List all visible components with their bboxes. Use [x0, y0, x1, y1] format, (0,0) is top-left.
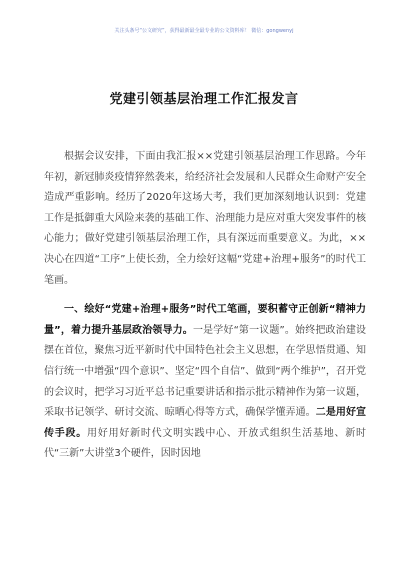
document-title: 党建引领基层治理工作汇报发言	[109, 92, 299, 107]
section-text-continued: 用好用好新时代文明实践中心、开放式组织生活基地、新时代“三新”大讲堂3个硬件，因时因地	[44, 427, 367, 460]
section-subheading: 二是用好宣传手段。	[44, 407, 367, 439]
header-note: 关注头条号“公文研究”，获得最新最全最专业的公文资料库！ 微信：gongwenyj	[114, 28, 294, 34]
section-text: 一是学好“第一议题”。始终把政治建设摆在首位，聚焦习近平新时代中国特色社会主义思想，在学思悟贯通、知信行统一中增强“四个意识”、坚定“四个自信”、做到“两个维护”，召开党的会议时，把学习习近平总书记重要讲话和指示批示精神作为第一议题，采取书记领学、研讨交流、晾晒心得等方式，确保学懂弄通。	[44, 324, 366, 419]
document-body	[44, 147, 366, 465]
paragraph-section-one	[44, 300, 366, 465]
paragraph-intro: 根据会议安排，下面由我汇报××党建引领基层治理工作思路。今年年初，新冠肺炎疫情猝然袭来，给经济社会发展和人民群众生命财产安全造成严重影响。经历了2020年这场大考，我们更加深刻地认识到：党建工作是抵御重大风险来袭的基础工作、治理能力是应对重大突发事件的核心能力；做好党建引领基层治理工作，具有深远而重要意义。为此，××决心在四道“工序”上使长劲，全力绘好这幅“党建+治理+服务”的时代工笔画。	[44, 151, 366, 286]
section-heading: 一、绘好“党建+治理+服务”时代工笔画，要积蓄守正创新“精神力量”，着力提升基层政治领导力。	[44, 304, 366, 336]
